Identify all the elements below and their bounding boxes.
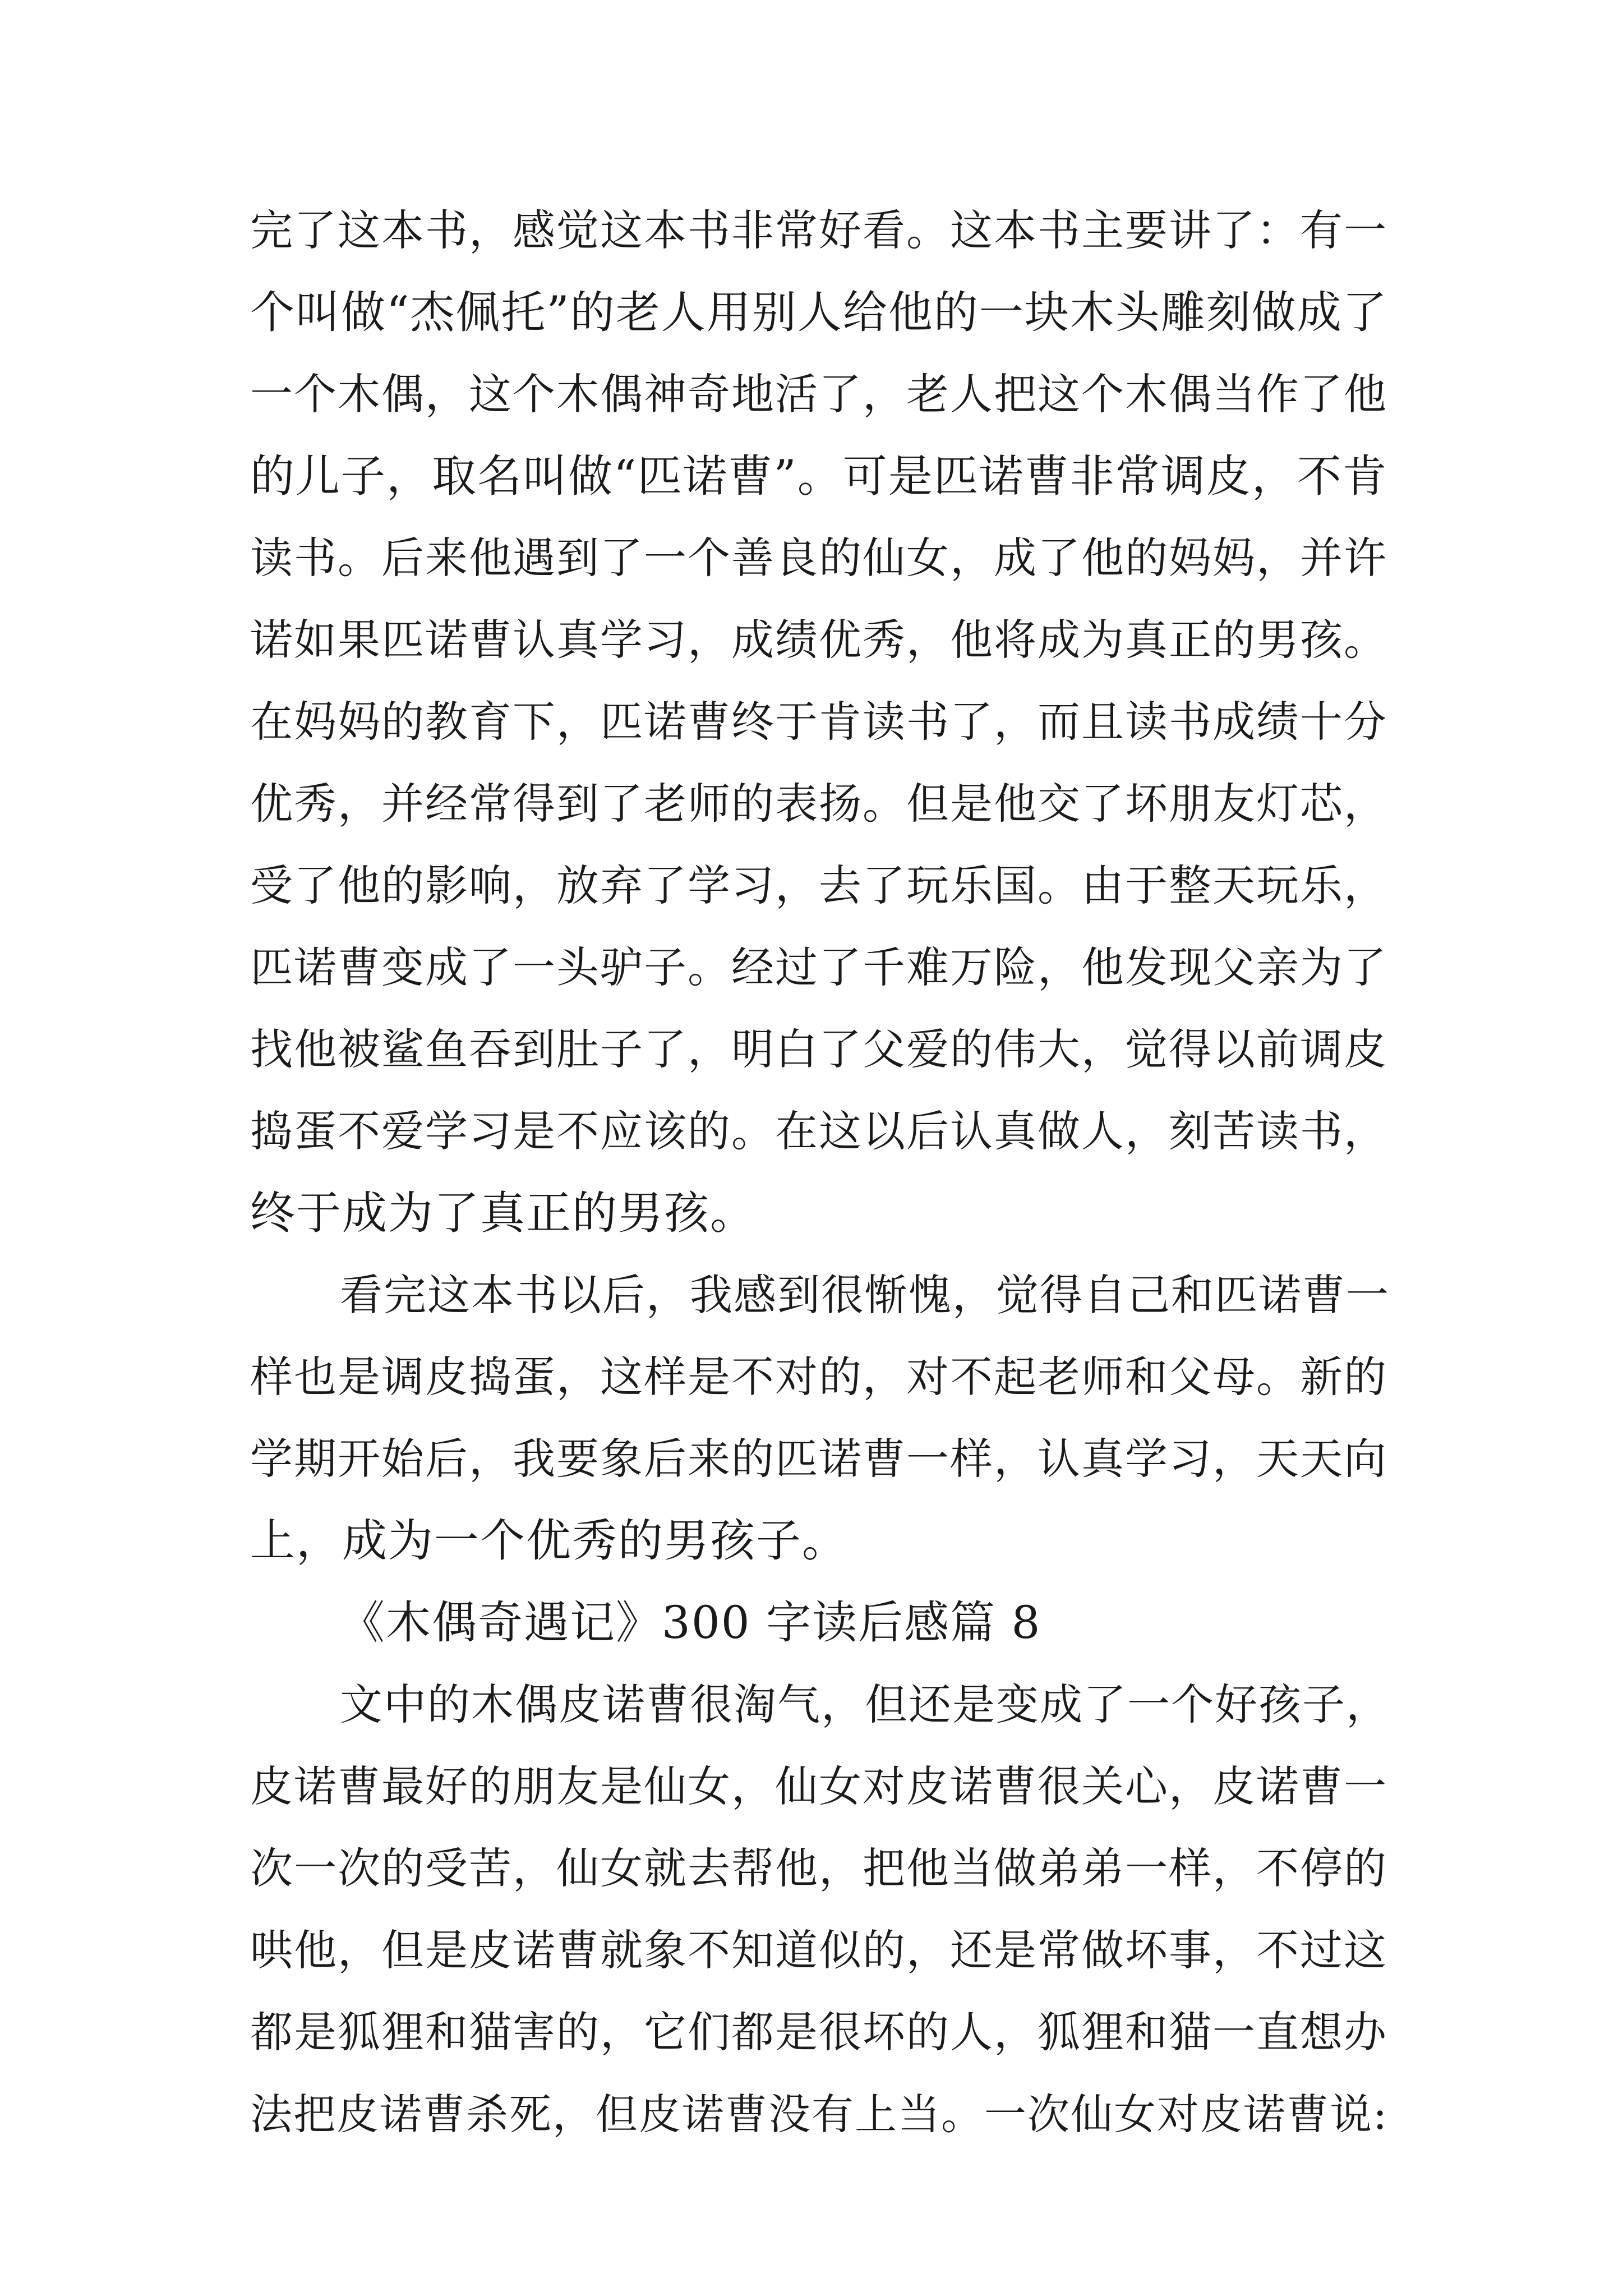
text-line: 找他被鲨鱼吞到肚子了，明白了父爱的伟大，觉得以前调皮 <box>250 1024 1387 1074</box>
text-line: 捣蛋不爱学习是不应该的。在这以后认真做人，刻苦读书， <box>250 1106 1387 1156</box>
text-line: 一个木偶，这个木偶神奇地活了，老人把这个木偶当作了他 <box>250 369 1387 419</box>
text-line: 受了他的影响，放弃了学习，去了玩乐国。由于整天玩乐， <box>250 861 1387 910</box>
text-line: 法把皮诺曹杀死，但皮诺曹没有上当。一次仙女对皮诺曹说: <box>250 2090 1389 2139</box>
text-line: 诺如果匹诺曹认真学习，成绩优秀，他将成为真正的男孩。 <box>250 615 1387 665</box>
paragraph-start-line: 文中的木偶皮诺曹很淘气，但还是变成了一个好孩子， <box>340 1680 1390 1729</box>
text-line: 读书。后来他遇到了一个善良的仙女，成了他的妈妈，并许 <box>250 533 1387 583</box>
text-line: 在妈妈的教育下，匹诺曹终于肯读书了，而且读书成绩十分 <box>250 697 1387 747</box>
text-line: 皮诺曹最好的朋友是仙女，仙女对皮诺曹很关心，皮诺曹一 <box>250 1761 1387 1811</box>
text-line: 优秀，并经常得到了老师的表扬。但是他交了坏朋友灯芯， <box>250 779 1387 829</box>
text-line: 个叫做“杰佩托”的老人用别人给他的一块木头雕刻做成了 <box>250 287 1388 338</box>
text-line: 的儿子，取名叫做“匹诺曹”。可是匹诺曹非常调皮，不肯 <box>250 450 1388 502</box>
text-line: 上，成为一个优秀的男孩子。 <box>250 1515 848 1567</box>
section-heading: 《木偶奇遇记》300 字读后感篇 8 <box>340 1596 1041 1649</box>
text-line: 完了这本书，感觉这本书非常好看。这本书主要讲了：有一 <box>250 205 1387 255</box>
text-line: 都是狐狸和猫害的，它们都是很坏的人，狐狸和猫一直想办 <box>250 2007 1387 2057</box>
text-line: 哄他，但是皮诺曹就象不知道似的，还是常做坏事，不过这 <box>250 1925 1387 1975</box>
text-line: 学期开始后，我要象后来的匹诺曹一样，认真学习，天天向 <box>250 1434 1387 1484</box>
text-line: 次一次的受苦，仙女就去帮他，把他当做弟弟一样，不停的 <box>250 1843 1387 1893</box>
text-line: 终于成为了真正的男孩。 <box>250 1187 756 1239</box>
document-body <box>250 190 1394 2155</box>
paragraph-start-line: 看完这本书以后，我感到很惭愧，觉得自己和匹诺曹一 <box>340 1270 1390 1320</box>
text-line: 匹诺曹变成了一头驴子。经过了千难万险，他发现父亲为了 <box>250 942 1387 992</box>
text-line: 样也是调皮捣蛋，这样是不对的，对不起老师和父母。新的 <box>250 1352 1387 1402</box>
